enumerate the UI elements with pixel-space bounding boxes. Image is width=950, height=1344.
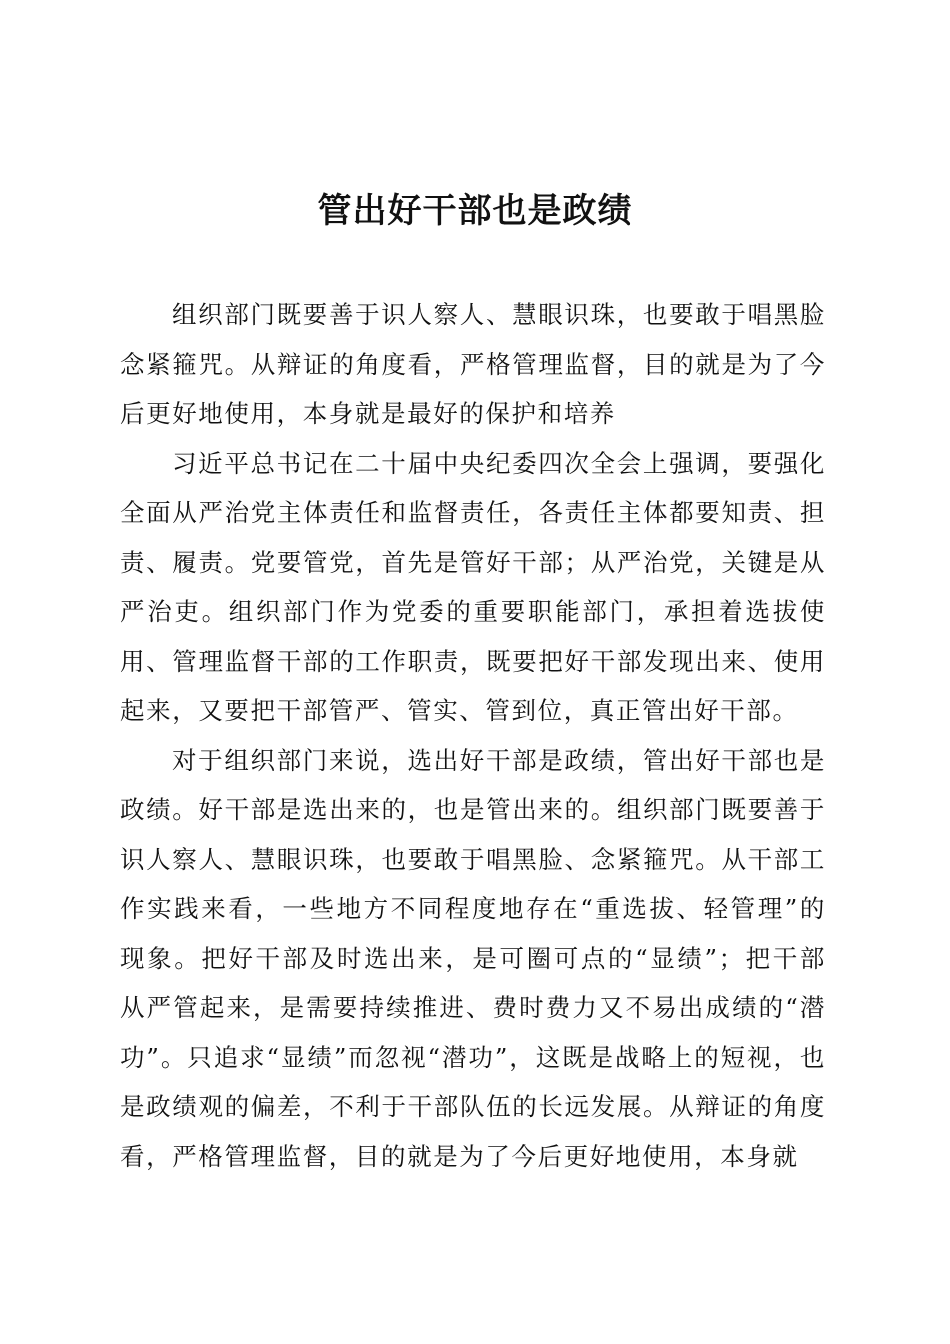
- paragraph-xi-speech: 习近平总书记在二十届中央纪委四次全会上强调，要强化全面从严治党主体责任和监督责任，各责任主体都要知责、担责、履责。党要管党，首先是管好干部；从严治党，关键是从严治吏。组织部门作为党委的重要职能部门，承担着选拔使用、管理监督干部的工作职责，既要把好干部发现出来、使用起来，又要把干部管严、管实、管到位，真正管出好干部。: [120, 448, 826, 725]
- paragraph-summary: 组织部门既要善于识人察人、慧眼识珠，也要敢于唱黑脸念紧箍咒。从辩证的角度看，严格管理监督，目的就是为了今后更好地使用，本身就是最好的保护和培养: [120, 300, 826, 428]
- document-title: 管出好干部也是政绩: [317, 191, 633, 231]
- paragraph-organization-department: 对于组织部门来说，选出好干部是政绩，管出好干部也是政绩。好干部是选出来的，也是管出来的。组织部门既要善于识人察人、慧眼识珠，也要敢于唱黑脸、念紧箍咒。从干部工作实践来看，一些地方不同程度地存在“重选拔、轻管理”的现象。把好干部及时选出来，是可圈可点的“显绩”；把干部从严管起来，是需要持续推进、费时费力又不易出成绩的“潜功”。只追求“显绩”而忽视“潜功”，这既是战略上的短视，也是政绩观的偏差，不利于干部队伍的长远发展。从辩证的角度看，严格管理监督，目的就是为了今后更好地使用，本身就: [120, 745, 826, 1171]
- document-body: [120, 290, 826, 1181]
